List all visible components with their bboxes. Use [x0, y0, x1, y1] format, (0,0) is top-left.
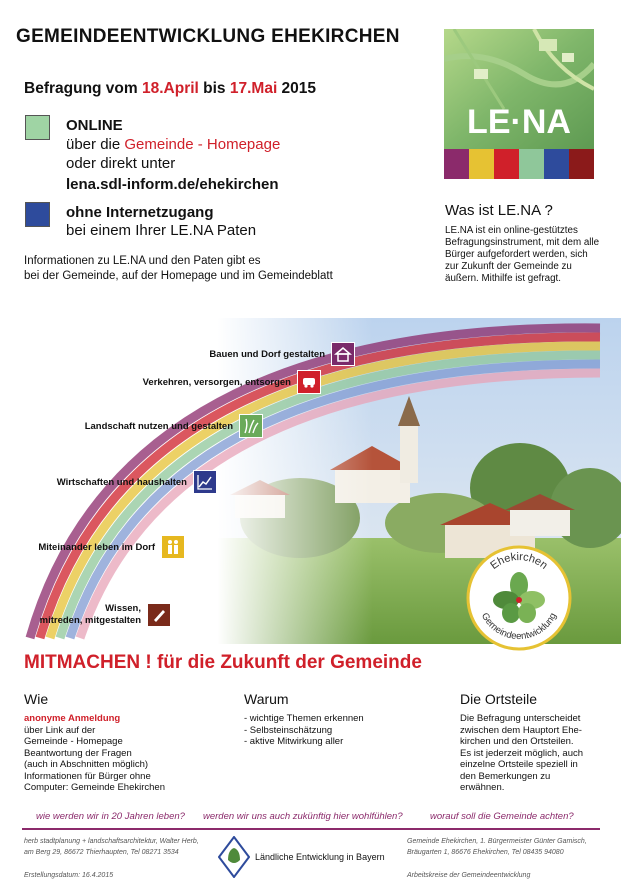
lena-logo-text: LE·NA	[467, 103, 571, 141]
column-line: zwischen dem Hauptort Ehe-	[460, 724, 582, 736]
survey-period	[24, 80, 316, 98]
call-to-action-heading: MITMACHEN ! für die Zukunft der Gemeinde	[24, 652, 422, 673]
survey-year: 2015	[277, 80, 317, 97]
category-label-line1: Wissen,	[105, 603, 141, 614]
online-line1-prefix: über die	[66, 136, 125, 153]
survey-url-link[interactable]: lena.sdl-inform.de/ehekirchen	[66, 176, 279, 193]
column-heading: Wie	[24, 691, 49, 707]
category-label: Wirtschaften und haushalten	[56, 476, 187, 488]
survey-mid: bis	[198, 80, 230, 97]
column-ortsteile	[460, 691, 610, 794]
column-wie	[24, 691, 224, 794]
survey-prefix: Befragung vom	[24, 80, 142, 97]
footer-left-line1: herb stadtplanung + landschaftsarchitektur, Walter Herb,	[24, 838, 199, 845]
homepage-link[interactable]: Gemeinde - Homepage	[124, 136, 281, 153]
category-wirtschaften	[57, 470, 217, 494]
category-label: Verkehren, versorgen, entsorgen	[142, 376, 291, 388]
anonymous-login-label: anonyme Anmeldung	[24, 713, 121, 724]
lena-logo-graphic	[444, 29, 594, 179]
category-landschaft	[85, 414, 263, 438]
house-icon	[331, 342, 355, 366]
online-heading: ONLINE	[66, 117, 123, 134]
bavaria-logo-graphic	[218, 836, 250, 878]
footer-left	[24, 836, 219, 881]
car-icon	[297, 370, 321, 394]
what-is-lena-title: Was ist LE.NA ?	[445, 202, 553, 219]
creation-date: Erstellungsdatum: 16.4.2015	[24, 872, 114, 879]
column-line: Gemeinde - Homepage	[24, 736, 123, 747]
category-label-line2: mitreden, mitgestalten	[39, 615, 141, 626]
column-body	[244, 713, 434, 748]
column-heading: Warum	[244, 691, 289, 707]
column-line: - Selbsteinschätzung	[244, 724, 333, 736]
category-miteinander	[38, 535, 185, 559]
column-line: Informationen für Bürger ohne	[24, 770, 151, 782]
category-label: Miteinander leben im Dorf	[38, 541, 155, 553]
column-line: kirchen und den Ortsteilen.	[460, 736, 574, 747]
question-2: werden wir uns auch zukünftig hier wohlfühlen?	[203, 811, 403, 822]
chart-icon	[193, 470, 217, 494]
category-bauen	[209, 342, 355, 366]
column-line: - wichtige Themen erkennen	[244, 713, 364, 724]
survey-start-date: 18.April	[141, 80, 199, 97]
footer-right-line3: Arbeitskreise der Gemeindeentwicklung	[407, 872, 531, 879]
column-line: Computer: Gemeinde Ehekirchen	[24, 782, 165, 793]
column-body	[460, 713, 610, 794]
info-text	[24, 254, 333, 284]
people-icon	[161, 535, 185, 559]
column-line: Es ist jederzeit möglich, auch	[460, 747, 584, 759]
online-line1	[66, 135, 280, 154]
column-line: - aktive Mitwirkung aller	[244, 736, 344, 747]
online-color-square	[25, 115, 50, 140]
page-title: GEMEINDEENTWICKLUNG EHEKIRCHEN	[16, 26, 400, 47]
badge-graphic	[466, 545, 572, 651]
column-line: (auch in Abschnitten möglich)	[24, 759, 149, 770]
category-label: Landschaft nutzen und gestalten	[84, 420, 233, 432]
offline-option	[66, 204, 256, 240]
question-1: wie werden wir in 20 Jahren leben?	[36, 811, 185, 822]
column-line: Die Befragung unterscheidet	[460, 713, 581, 724]
footer-right	[407, 836, 612, 881]
what-is-lena-text: LE.NA ist ein online-gestütztes Befragungsinstrument, mit dem alle Bürger aufgefordert werden, sich zur Zukunft der Gemeinde zu äußern. Mithilfe ist gefragt.	[445, 225, 600, 284]
footer-right-line2: Bräugarten 1, 86676 Ehekirchen, Tel 08435 94080	[407, 849, 564, 856]
badge-top-text: Ehekirchen	[488, 550, 550, 572]
column-heading: Die Ortsteile	[460, 691, 538, 707]
badge-bottom-text: Gemeindeentwicklung	[478, 611, 560, 643]
info-line1: Informationen zu LE.NA und den Paten gibt es	[24, 255, 261, 267]
gemeindeentwicklung-badge	[466, 545, 572, 651]
category-label: Bauen und Dorf gestalten	[209, 348, 325, 360]
footer-right-line1: Gemeinde Ehekirchen, 1. Bürgermeister Günter Gamisch,	[407, 838, 587, 845]
footer-center: Ländliche Entwicklung in Bayern	[255, 852, 385, 862]
question-3: worauf soll die Gemeinde achten?	[430, 811, 574, 822]
pen-icon	[147, 603, 171, 627]
column-line: erwähnen.	[460, 782, 505, 793]
offline-heading: ohne Internetzugang	[66, 204, 214, 221]
column-line: einzelne Ortsteile speziell in	[460, 759, 578, 770]
lena-logo	[444, 29, 594, 179]
column-body	[24, 713, 224, 794]
category-verkehren	[143, 370, 321, 394]
footer-left-line2: am Berg 29, 86672 Thierhaupten, Tel 08271 3534	[24, 849, 179, 856]
offline-line: bei einem Ihrer LE.NA Paten	[66, 222, 257, 239]
survey-end-date: 17.Mai	[229, 80, 278, 97]
category-label	[40, 603, 141, 627]
online-option	[66, 116, 280, 194]
offline-color-square	[25, 202, 50, 227]
info-line2: bei der Gemeinde, auf der Homepage und im Gemeindeblatt	[24, 270, 333, 282]
grass-icon	[239, 414, 263, 438]
column-line: über Link auf der	[24, 724, 96, 736]
column-line: Beantwortung der Fragen	[24, 747, 132, 759]
column-line: den Bemerkungen zu	[460, 770, 551, 782]
bavaria-logo	[218, 836, 250, 878]
category-wissen	[40, 603, 171, 627]
footer-divider	[22, 828, 600, 830]
column-warum	[244, 691, 434, 748]
online-line2: oder direkt unter	[66, 155, 176, 172]
